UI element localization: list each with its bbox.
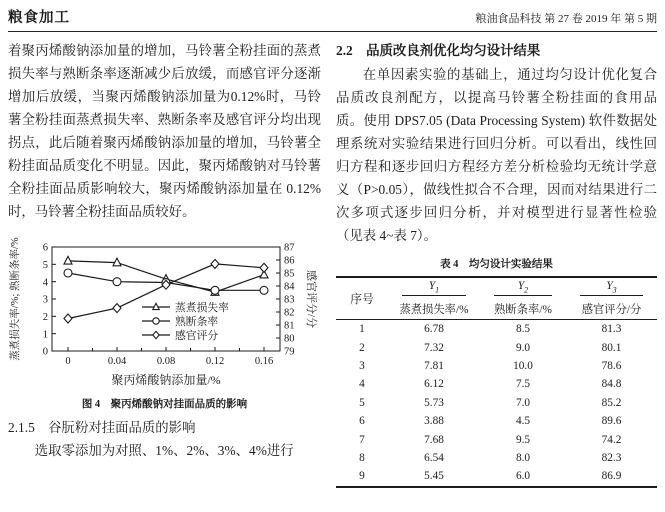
- section-heading-2-1-5: 2.1.5 谷朊粉对挂面品质的影响: [8, 420, 196, 435]
- svg-text:0: 0: [65, 356, 71, 367]
- table-cell: 7.0: [515, 396, 531, 409]
- table-cell: 3: [359, 359, 365, 372]
- svg-text:86: 86: [284, 255, 295, 267]
- page-header: [8, 6, 657, 27]
- table-cell: 3.88: [424, 415, 444, 428]
- paragraph-polyacrylate-discussion: 着聚丙烯酸钠添加量的增加，马铃薯全粉挂面的蒸煮损失率与熟断条率逐渐减少后放缓，而感官评分逐渐增加后放缓，当聚丙烯酸钠添加量为0.12%时，马铃薯全粉挂面蒸煮损失率、熟断条率及感官评分均出现拐点，此后随着聚丙烯酸钠添加量的增加，马铃薯全粉挂面品质变化不明显。因此，聚丙烯酸钠对马铃薯全粉挂面品质影响较大，聚丙烯酸钠添加量在 0.12%时，马铃薯全粉挂面品质较好。: [8, 43, 321, 219]
- right-column: [336, 39, 657, 488]
- running-head-section: 粮食加工: [8, 10, 70, 26]
- table-cell: 2: [359, 341, 365, 354]
- table-cell: 78.6: [601, 359, 622, 372]
- left-column: [8, 39, 321, 488]
- table-4-header: [336, 277, 657, 320]
- table-cell: 9: [359, 470, 365, 483]
- svg-text:2: 2: [42, 311, 48, 323]
- col-header-sensory-score: 感官评分/分: [566, 298, 657, 320]
- header-rule: [8, 31, 657, 32]
- table-4-caption: 表 4 均匀设计实验结果: [440, 259, 553, 270]
- table-cell: 9.5: [515, 433, 531, 446]
- line-chart-figure4: [8, 231, 318, 395]
- col-header-y1: [388, 277, 480, 298]
- table-cell: 6.12: [424, 378, 444, 391]
- svg-text:感官评分/分: 感官评分/分: [305, 269, 317, 329]
- running-head-issue: 粮油食品科技 第 27 卷 2019 年 第 5 期: [475, 13, 657, 25]
- section-heading-2-2: 2.2 品质改良剂优化均匀设计结果: [336, 43, 541, 58]
- table-cell: 89.6: [601, 415, 622, 428]
- table-cell: 1: [359, 323, 365, 336]
- svg-text:83: 83: [284, 294, 295, 306]
- table-row: [336, 412, 657, 430]
- svg-text:1: 1: [42, 329, 48, 341]
- col-header-breaking-rate: 熟断条率/%: [480, 298, 566, 320]
- svg-text:0.16: 0.16: [254, 356, 274, 367]
- svg-text:87: 87: [284, 242, 295, 254]
- table-cell: 5: [359, 396, 365, 409]
- svg-text:0.12: 0.12: [205, 356, 225, 367]
- table-cell: 6: [359, 415, 365, 428]
- table-cell: 81.3: [601, 323, 622, 336]
- svg-text:0.08: 0.08: [156, 356, 176, 367]
- svg-text:聚丙烯酸钠添加量/%: 聚丙烯酸钠添加量/%: [111, 373, 221, 387]
- svg-text:3: 3: [42, 294, 48, 306]
- table-cell: 8.0: [515, 451, 531, 464]
- svg-text:0.04: 0.04: [107, 356, 127, 367]
- svg-text:85: 85: [284, 268, 295, 280]
- y2-symbol: $Y_2$: [517, 279, 529, 295]
- table-cell: 7.81: [424, 359, 444, 372]
- table-cell: 8.5: [515, 323, 531, 336]
- table-row: [336, 430, 657, 448]
- table-cell: 5.45: [424, 470, 444, 483]
- table-cell: 5.73: [424, 396, 444, 409]
- chart-legend: [142, 300, 229, 342]
- table-row: [336, 320, 657, 339]
- table-cell: 74.2: [601, 433, 622, 446]
- svg-text:5: 5: [42, 259, 48, 271]
- col-header-y2: [480, 277, 566, 298]
- svg-text:0: 0: [42, 346, 48, 358]
- y3-symbol: $Y_3$: [606, 279, 617, 295]
- chart-tick-labels: [8, 237, 318, 387]
- table-4: [336, 276, 657, 488]
- y1-symbol: $Y_1$: [428, 279, 440, 295]
- svg-text:82: 82: [284, 307, 295, 319]
- col-header-seq: 序号: [336, 277, 388, 320]
- table-cell: 7.5: [515, 378, 531, 391]
- table-row: [336, 449, 657, 467]
- table-row: [336, 357, 657, 375]
- table-cell: 7.32: [424, 341, 444, 354]
- svg-text:感官评分: 感官评分: [175, 329, 219, 342]
- svg-text:81: 81: [284, 320, 295, 332]
- svg-text:蒸煮损失率/%; 熟断条率/%: 蒸煮损失率/%; 熟断条率/%: [10, 237, 21, 361]
- table-4-body: [336, 320, 657, 487]
- figure-4-caption: 图 4 聚丙烯酸钠对挂面品质的影响: [81, 399, 248, 410]
- col-header-cooking-loss: 蒸煮损失率/%: [388, 298, 480, 320]
- table-row: [336, 338, 657, 356]
- table-cell: 85.2: [601, 396, 622, 409]
- svg-text:熟断条率: 熟断条率: [175, 315, 219, 328]
- table-cell: 7: [359, 433, 365, 446]
- table-cell: 82.3: [601, 451, 622, 464]
- table-cell: 9.0: [515, 341, 531, 354]
- table-cell: 10.0: [513, 359, 533, 372]
- table-cell: 86.9: [601, 470, 622, 483]
- svg-text:79: 79: [284, 346, 295, 358]
- table-cell: 4: [359, 378, 365, 391]
- table-cell: 8: [359, 451, 365, 464]
- svg-text:80: 80: [284, 333, 295, 345]
- table-cell: 6.78: [424, 323, 444, 336]
- table-cell: 84.8: [601, 378, 622, 391]
- two-column-body: [8, 39, 657, 488]
- chart-series-3: [64, 259, 268, 323]
- table-cell: 80.1: [601, 341, 622, 354]
- svg-text:84: 84: [284, 281, 295, 293]
- table-row: [336, 375, 657, 393]
- table-header-row-vars: [336, 277, 657, 298]
- table-cell: 6.54: [424, 451, 444, 464]
- paragraph-uniform-design: 在单因素实验的基础上，通过均匀设计优化复合品质改良剂配方，以提高马铃薯全粉挂面的食用品质。使用 DPS7.05 (Data Processing System) 软件数据处理系统对实验结果进行回归分析。可以看出，线性回归方程和逐步回归方程经方差分析检验均无统计学意义（P>0.05），做线性拟合不合理，因而对结果进行二次多项式逐步回归分析，并对模型进行显著性检验（见表 4~表 7）。: [336, 67, 657, 243]
- svg-text:4: 4: [42, 277, 48, 289]
- paragraph-gluten-intro: 选取零添加为对照、1%、2%、3%、4%进行: [34, 443, 294, 458]
- table-cell: 7.68: [424, 433, 444, 446]
- table-row: [336, 394, 657, 412]
- table-cell: 4.5: [515, 415, 531, 428]
- figure-4: [8, 231, 321, 411]
- svg-text:蒸煮损失率: 蒸煮损失率: [175, 301, 229, 314]
- table-row: [336, 467, 657, 486]
- col-header-y3: [566, 277, 657, 298]
- table-cell: 6.0: [515, 470, 531, 483]
- svg-text:6: 6: [42, 242, 48, 254]
